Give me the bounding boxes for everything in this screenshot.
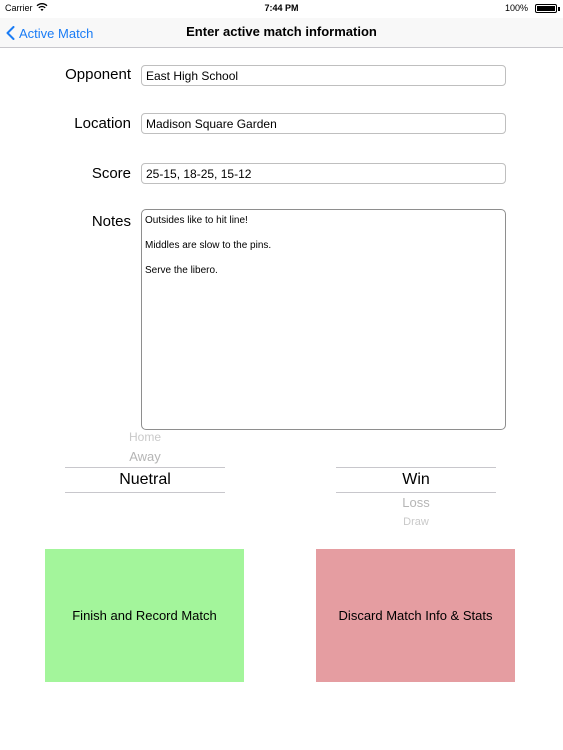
result-option-loss[interactable]: Loss [402, 495, 430, 510]
picker-divider [336, 492, 496, 493]
location-label: Location [74, 115, 131, 132]
notes-line: Serve the libero. [145, 265, 218, 276]
back-button-label: Active Match [19, 25, 94, 41]
venue-option-selected[interactable]: Nuetral [119, 471, 171, 488]
score-field[interactable] [141, 163, 506, 184]
venue-option-home[interactable]: Home [128, 430, 161, 444]
notes-line: Outsides like to hit line! [145, 215, 248, 226]
result-option-win[interactable]: Win [402, 471, 430, 488]
discard-button-label: Discard Match Info & Stats [338, 608, 493, 623]
carrier-label: Carrier [5, 3, 33, 13]
picker-divider [65, 492, 225, 493]
result-option-draw[interactable]: Draw [403, 516, 429, 528]
clock-label: 7:44 PM [264, 3, 299, 13]
battery-percent: 100% [504, 3, 528, 13]
score-label: Score [91, 165, 131, 182]
venue-picker[interactable] [65, 428, 225, 523]
finish-record-button-label: Finish and Record Match [72, 608, 217, 623]
page-title: Enter active match information [186, 24, 377, 39]
location-field[interactable] [141, 113, 506, 134]
notes-line: Middles are slow to the pins. [145, 240, 272, 251]
result-picker[interactable] [336, 428, 496, 533]
picker-divider [65, 467, 225, 468]
status-bar [0, 0, 563, 18]
notes-label: Notes [91, 213, 131, 230]
navigation-bar [0, 18, 563, 48]
picker-divider [336, 467, 496, 468]
battery-icon [535, 4, 557, 13]
opponent-field[interactable] [141, 65, 506, 86]
finish-record-button[interactable] [45, 549, 244, 682]
notes-textarea[interactable] [141, 209, 506, 430]
venue-option-away[interactable]: Away [129, 449, 161, 464]
opponent-label: Opponent [65, 66, 131, 83]
discard-button[interactable] [316, 549, 515, 682]
